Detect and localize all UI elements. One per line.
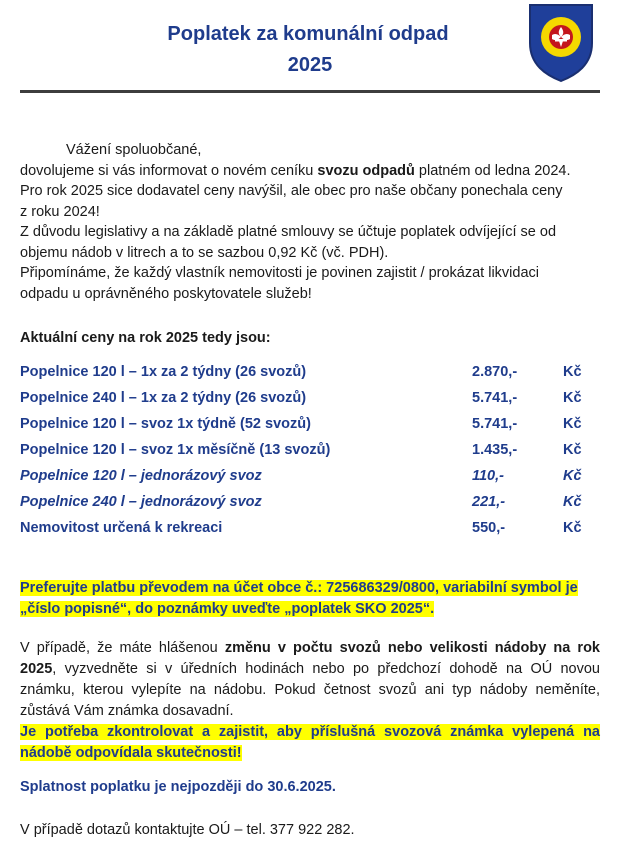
price-row <box>20 364 590 388</box>
intro-line-3: z roku 2024! <box>20 203 100 220</box>
price-amount: 110,- <box>472 468 504 484</box>
intro-paragraph <box>20 140 605 304</box>
price-currency: Kč <box>563 416 582 432</box>
payment-instructions <box>20 578 600 620</box>
intro-line-5: objemu nádob v litrech a to se sazbou 0,92 Kč (vč. PDH). <box>20 244 389 261</box>
intro-line-2: Pro rok 2025 sice dodavatel ceny navýšil, ale obec pro naše občany ponechala ceny <box>20 183 563 199</box>
price-amount: 550,- <box>472 520 506 536</box>
payment-line-2: „číslo popisné“, do poznámky uveďte „poplatek SKO 2025“. <box>20 601 435 617</box>
price-row <box>20 416 590 440</box>
document-title: Poplatek za komunální odpad <box>167 23 449 45</box>
price-currency: Kč <box>563 468 582 484</box>
price-amount: 221,- <box>472 494 506 510</box>
change-paragraph: V případě, že máte hlášenou změnu v počtu svozů nebo velikosti nádoby na rok 2025, vyzvedněte si v úředních hodinách nebo po předchozí dohodě na OÚ novou známku, kterou vylepíte na nádobu. Pokud četnost svozů ani typ nádoby neměníte, zůstává Vám známka dosavadní. <box>20 640 600 719</box>
intro-line-7: odpadu u oprávněného poskytovatele služeb! <box>20 285 312 302</box>
price-amount: 2.870,- <box>472 364 518 380</box>
price-row <box>20 494 590 518</box>
price-currency: Kč <box>563 364 582 380</box>
price-label: Popelnice 120 l – svoz 1x týdně (52 svozů) <box>20 416 311 432</box>
price-currency: Kč <box>563 390 582 406</box>
price-label: Nemovitost určená k rekreaci <box>20 520 223 536</box>
document-year: 2025 <box>287 54 333 76</box>
price-row <box>20 520 590 544</box>
intro-line-1: dovolujeme si vás informovat o novém ceníku svozu odpadů platném od ledna 2024. <box>20 162 571 179</box>
due-date-note: Splatnost poplatku je nejpozději do 30.6.2025. <box>20 779 336 795</box>
price-label: Popelnice 120 l – jednorázový svoz <box>20 468 262 484</box>
price-label: Popelnice 240 l – jednorázový svoz <box>20 494 262 510</box>
greeting: Vážení spoluobčané, <box>66 142 202 158</box>
payment-line-1: Preferujte platbu převodem na účet obce č.: 725686329/0800, variabilní symbol je <box>20 580 578 596</box>
price-currency: Kč <box>563 442 582 458</box>
price-label: Popelnice 240 l – 1x za 2 týdny (26 svozů) <box>20 390 307 406</box>
header-divider <box>20 90 600 93</box>
price-row <box>20 442 590 466</box>
contact-info: V případě dotazů kontaktujte OÚ – tel. 377 922 282. <box>20 822 355 838</box>
change-notice <box>20 638 600 764</box>
municipal-crest-icon <box>528 3 594 83</box>
price-amount: 1.435,- <box>472 442 518 458</box>
price-label: Popelnice 120 l – 1x za 2 týdny (26 svozů) <box>20 364 307 380</box>
check-warning: Je potřeba zkontrolovat a zajistit, aby příslušná svozová známka vylepená na nádobě odpovídala skutečnosti! <box>20 724 600 761</box>
intro-line-6: Připomínáme, že každý vlastník nemovitosti je povinen zajistit / prokázat likvidaci <box>20 265 539 281</box>
price-row <box>20 390 590 414</box>
intro-line-4: Z důvodu legislativy a na základě platné smlouvy se účtuje poplatek odvíjející se od <box>20 224 557 240</box>
price-amount: 5.741,- <box>472 390 518 406</box>
price-label: Popelnice 120 l – svoz 1x měsíčně (13 svozů) <box>20 442 331 458</box>
due-date: 30.6.2025 <box>267 779 332 795</box>
price-amount: 5.741,- <box>472 416 518 432</box>
price-row <box>20 468 590 492</box>
price-currency: Kč <box>563 494 582 510</box>
prices-heading: Aktuální ceny na rok 2025 tedy jsou: <box>20 330 271 346</box>
price-currency: Kč <box>563 520 582 536</box>
